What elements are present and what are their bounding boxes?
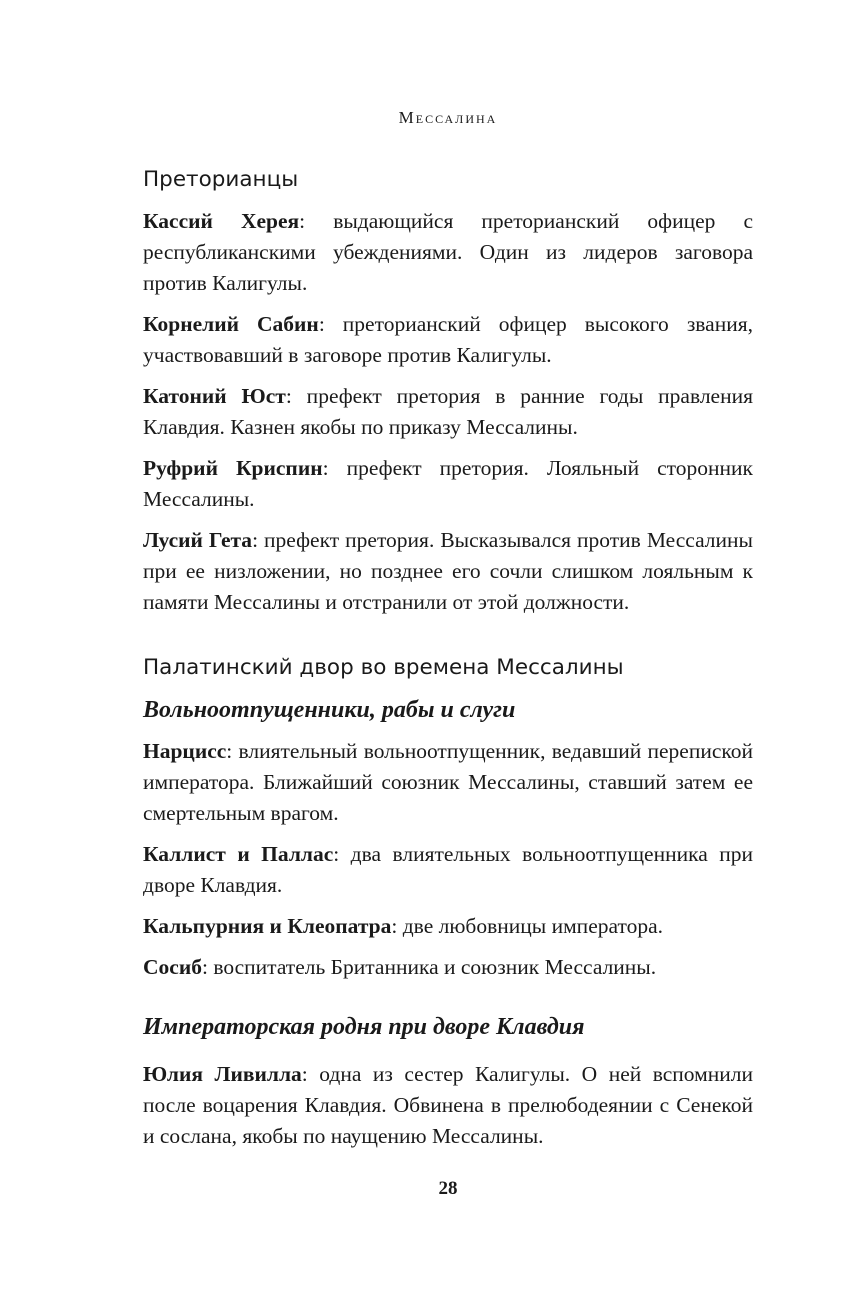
entry-text: : префект претория. Высказывался против Мессалины при ее низложении, но позднее его сочли слишком лояльным к памяти Мессалины и отстранили от этой должности. <box>143 528 753 614</box>
subsection-heading-freedmen: Вольноотпущенники, рабы и слуги <box>143 697 516 723</box>
page-number: 28 <box>438 1178 458 1199</box>
entry-sosib <box>143 952 753 983</box>
entry-name: Кальпурния и Клеопатра <box>143 914 392 938</box>
subsection-heading-imperial-kin: Императорская родня при дворе Клавдия <box>143 1014 585 1040</box>
entry-text: : выдающийся преторианский офицер с республиканскими убеждениями. Один из лидеров заговора против Калигулы. <box>143 209 753 295</box>
entry-name: Корнелий Сабин <box>143 312 319 336</box>
entry-text: : два влиятельных вольноотпущенника при дворе Клавдия. <box>143 842 753 897</box>
section-heading-palatine-court: Палатинский двор во времена Мессалины <box>143 655 624 680</box>
entry-text: : префект претория. Лояльный сторонник Мессалины. <box>143 456 753 511</box>
entry-name: Катоний Юст <box>143 384 286 408</box>
book-page <box>143 0 753 1299</box>
subsection-spacer <box>143 993 753 1011</box>
section-spacer <box>143 628 753 652</box>
entry-text: : преторианский офицер высокого звания, участвовавший в заговоре против Калигулы. <box>143 312 753 367</box>
entry-name: Кассий Херея <box>143 209 300 233</box>
entry-name: Каллист и Паллас <box>143 842 334 866</box>
entry-katoniy-yust <box>143 381 753 443</box>
entry-text: : влиятельный вольноотпущенник, ведавший перепиской императора. Ближайший союзник Мессалины, ставший затем ее смертельным врагом. <box>143 739 753 825</box>
entry-name: Лусий Гета <box>143 528 253 552</box>
entry-name: Юлия Ливилла <box>143 1062 302 1086</box>
entry-rufriy-krispin <box>143 453 753 515</box>
entry-text: : воспитатель Британника и союзник Мессалины. <box>201 955 657 979</box>
entry-narciss <box>143 736 753 829</box>
entry-kalpurniya-kleopatra <box>143 911 753 942</box>
section-heading-praetorians: Преторианцы <box>143 167 299 192</box>
entry-yuliya-livilla <box>143 1059 753 1152</box>
entry-text: : одна из сестер Калигулы. О ней вспомнили после воцарения Клавдия. Обвинена в прелюбодеянии с Сенекой и сослана, якобы по наущению Мессалины. <box>143 1062 754 1148</box>
entry-kallist-pallas <box>143 839 753 901</box>
entry-text: : префект претория в ранние годы правления Клавдия. Казнен якобы по приказу Мессалины. <box>143 384 753 439</box>
page-content <box>143 164 753 1162</box>
entry-lusiy-geta <box>143 525 753 618</box>
entry-name: Руфрий Криспин <box>143 456 323 480</box>
entry-name: Нарцисс <box>143 739 227 763</box>
entry-name: Сосиб <box>143 955 202 979</box>
running-head: Мессалина <box>398 108 498 127</box>
entry-text: : две любовницы императора. <box>391 914 664 938</box>
entry-korneliy-sabin <box>143 309 753 371</box>
entry-kassiy-khereya <box>143 206 753 299</box>
